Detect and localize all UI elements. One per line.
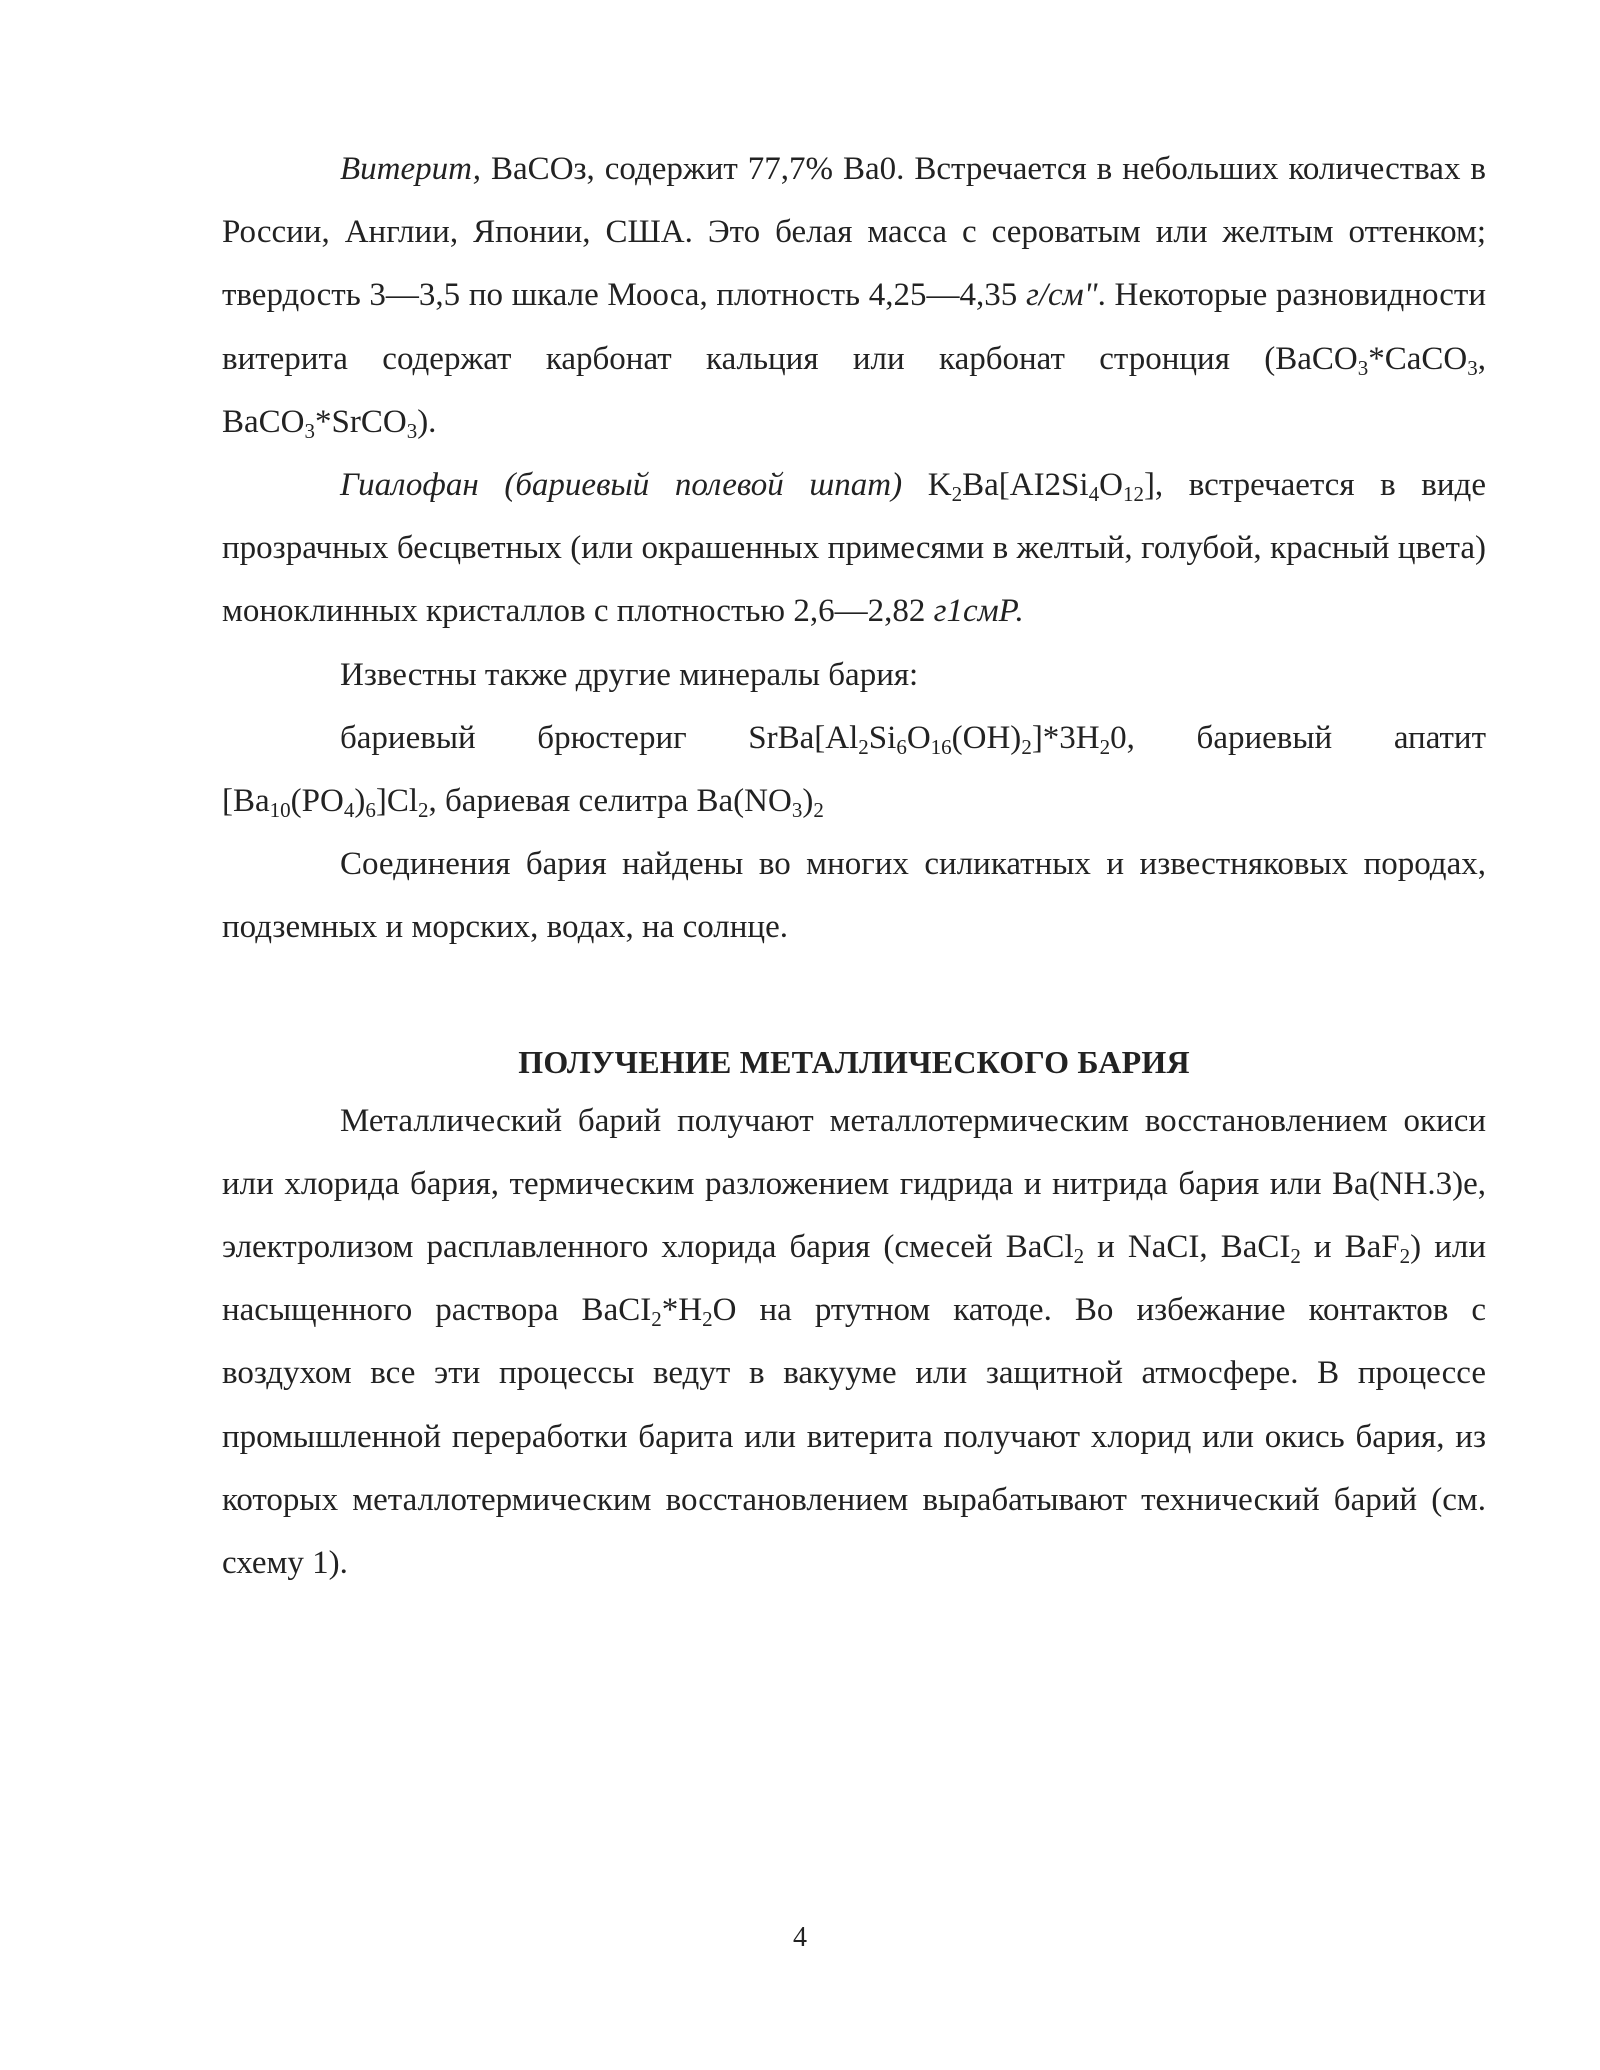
paragraph-witherite: Витерит, BaCOз, содержит 77,7% Ba0. Встречается в небольших количествах в России, Англии, Японии, США. Это белая масса с сероватым или желтым оттенком; твердость 3—3,5 по шкале Мооса, плотность 4,25—4,35 г/см". Некоторые разновидности витерита содержат карбонат кальция или карбонат стронция (BaCO$_3$*CaCO$_3$, BaCO$_3$*SrCO$_3$). [222,151,1486,443]
section-heading: ПОЛУЧЕНИЕ МЕТАЛЛИЧЕСКОГО БАРИЯ [518,1043,1190,1080]
paragraph-other-minerals: бариевый брюстериг $SrBa[Al_2Si_6O_{16}(OH)_2]*3H_20$, бариевый апатит $[Ba_{10}(PO_4)_6]Cl_2$, бариевая селитра $Ba(NO_3)_2$ [222,719,1486,823]
page-content [222,138,1486,1595]
density-unit: г/см" [1025,277,1098,314]
paragraph-other-minerals-intro: Известны также другие минералы бария: [340,656,919,693]
term-hyalophane: Гиалофан (бариевый полевой шпат) [340,467,903,504]
page-number: 4 [793,1922,807,1953]
term-witherite: Витерит, [340,151,482,187]
paragraph-compounds: Соединения бария найдены во многих силикатных и известняковых породах, подземных и морских, водах, на солнце. [222,846,1486,946]
density-unit: г1смР. [933,593,1024,630]
paragraph-production: Металлический барий получают металлотермическим восстановлением окиси или хлорида бария, термическим разложением гидрида и нитрида бария или Ba(NH.3)e, электролизом расплавленного хлорида бария (смесей BaCl$_2$ и NaCI, BaCI$_2$ и BaF$_2$) или насыщенного раствора $BaCI_2*H_2O$ на ртутном катоде. Во избежание контактов с воздухом все эти процессы ведут в вакууме или защитной атмосфере. В процессе промышленной переработки барита или витерита получают хлорид или окись бария, из которых металлотермическим восстановлением вырабатывают технический барий (см. схему 1). [222,1102,1487,1582]
paragraph-hyalophane: Гиалофан (бариевый полевой шпат) $K_2Ba[AI2Si_4O_{12}]$, встречается в виде прозрачных бесцветных (или окрашенных примесями в желтый, голубой, красный цвета) моноклинных кристаллов с плотностью 2,6—2,82 г1смР. [222,467,1486,630]
